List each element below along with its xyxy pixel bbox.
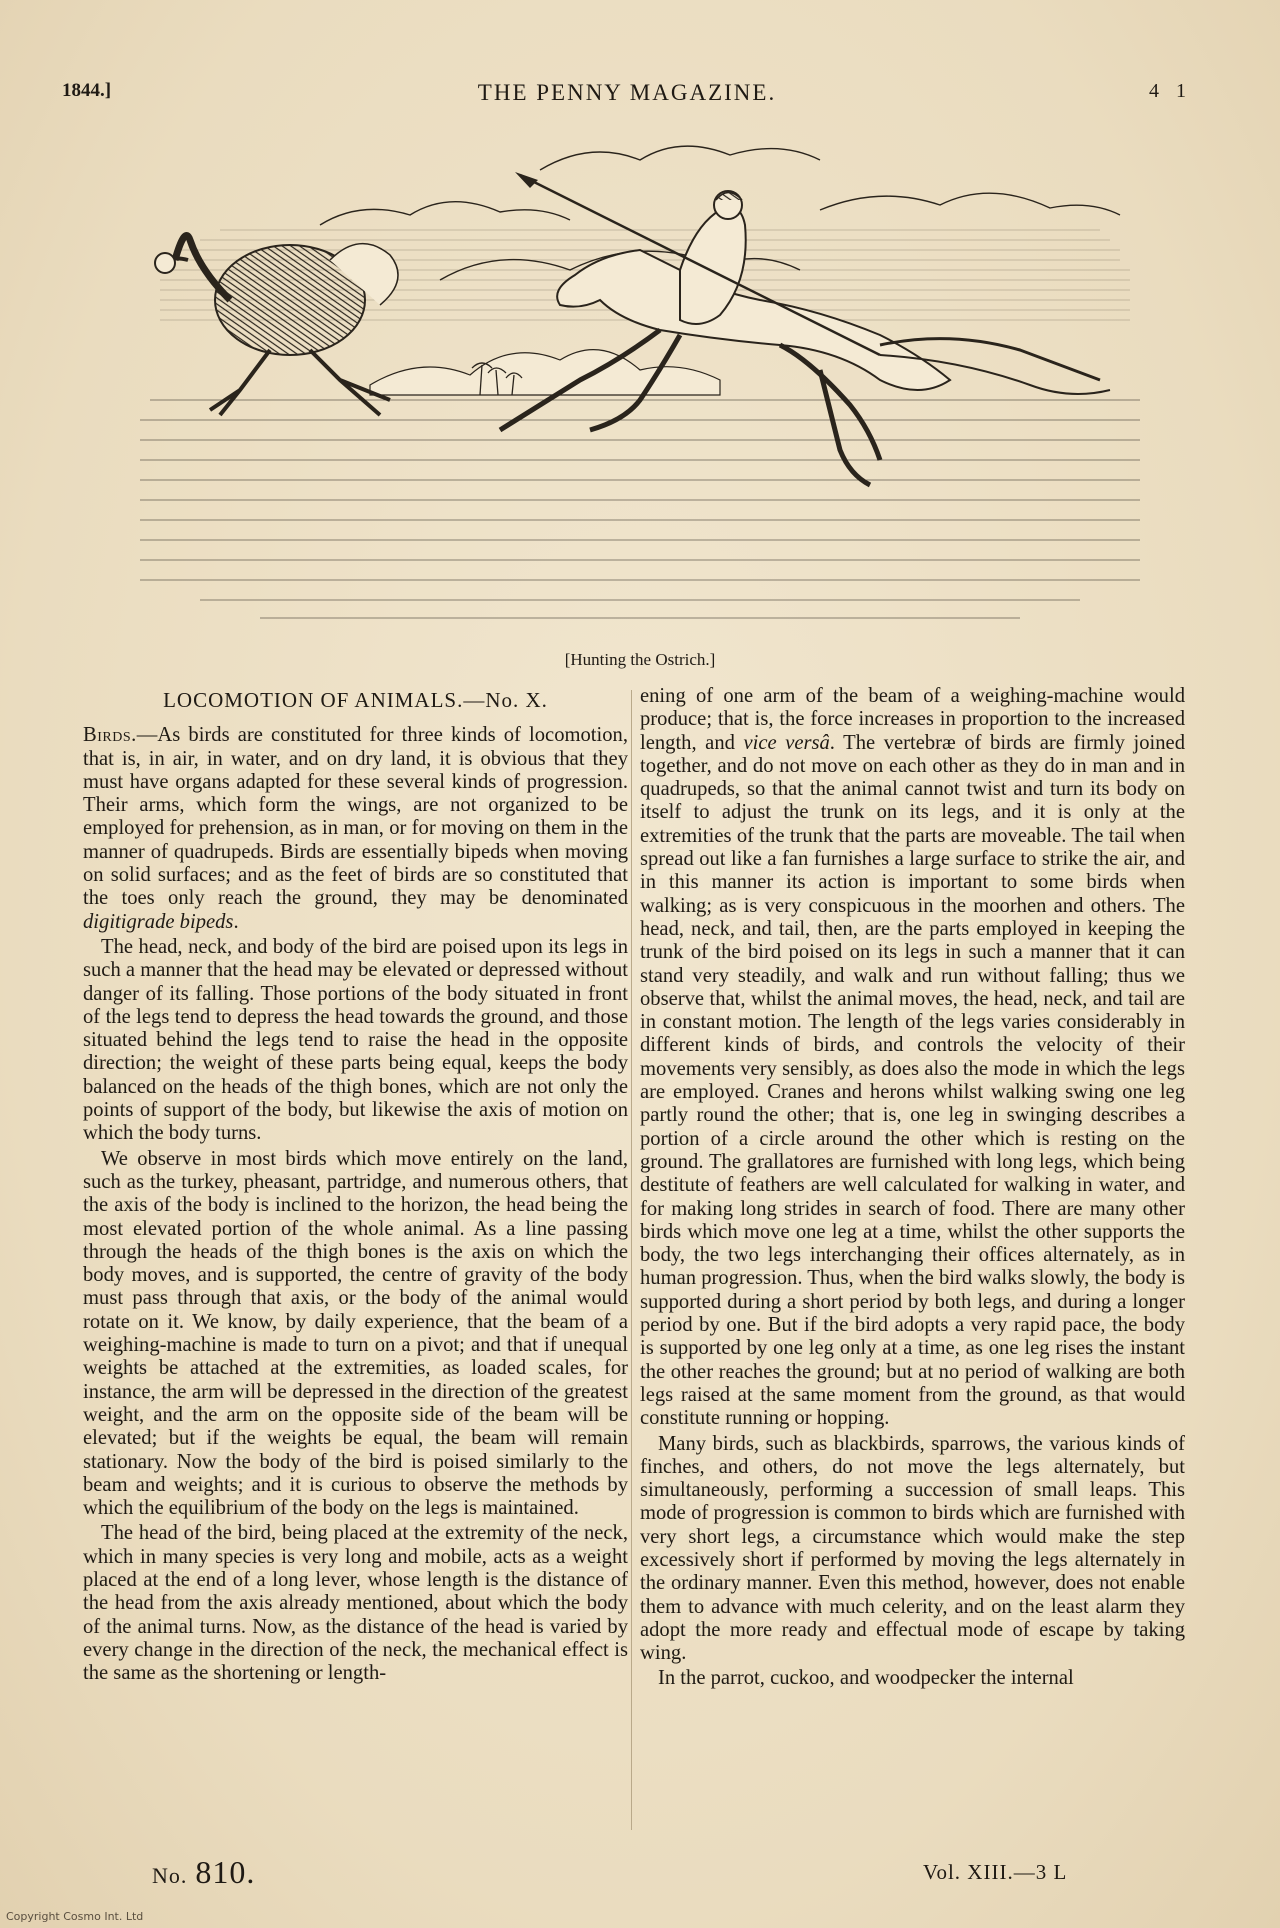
- illustration-caption: [Hunting the Ostrich.]: [564, 650, 716, 669]
- paragraph-head-neck-body: The head, neck, and body of the bird are poised upon its legs in such a manner that the head may be elevated or depressed without danger of its falling. Those portions of the body situated in front of the legs tend to depress the head towards the ground, and those situated behind the legs tend to raise the head in the opposite direction; the weight of these parts being equal, keeps the body balanced on the heads of the thigh bones, which are not only the points of support of the body, but likewise the axis of motion on which the body turns.: [83, 935, 628, 1145]
- issue-number: No. 810.: [152, 1854, 256, 1890]
- column-divider: [631, 690, 632, 1830]
- header-year: 1844.]: [62, 80, 112, 101]
- volume-signature: Vol. XIII.—3 L: [923, 1860, 1068, 1884]
- ground-hatching: [140, 400, 1140, 618]
- page-header: [62, 80, 1192, 110]
- paragraph-hopping-birds: Many birds, such as blackbirds, sparrows, the various kinds of finches, and others, do not move the legs alternately, but simultaneously, performing a succession of small leaps. This mode of progression is common to birds which are furnished with very short legs, a circumstance which would make the step excessively short if performed by moving the legs alternately in the ordinary manner. Even this method, however, does not enable them to advance with much celerity, and on the least alarm they adopt the more ready and effectual mode of escape by taking wing.: [640, 1432, 1185, 1665]
- ostrich-hunt-illustration: [120, 130, 1170, 640]
- horse-and-rider: [500, 172, 1110, 485]
- article-title: LOCOMOTION OF ANIMALS.—No. X.: [163, 688, 548, 712]
- copyright-watermark: Copyright Cosmo Int. Ltd: [6, 1910, 144, 1923]
- header-title: THE PENNY MAGAZINE.: [477, 80, 777, 105]
- paragraph-axis-of-body: We observe in most birds which move entirely on the land, such as the turkey, pheasant, partridge, and numerous others, that the axis of the body is inclined to the horizon, the head being the most elevated portion of the whole animal. As a line passing through the heads of the thigh bones is the axis on which the body moves, and is supported, the centre of gravity of the body must pass through that axis, or the body of the animal would rotate on it. We know, by daily experience, that the beam of a weighing-machine is made to turn on a pivot; and that if unequal weights be attached at the extremities, as loaded scales, for instance, the arm will be depressed in the direction of the greatest weight, and the arm on the opposite side of the beam will be elevated; but if the weights be equal, the beam will remain stationary. Now the body of the bird is poised similarly to the beam and weights; and it is curious to observe the methods by which the equilibrium of the body on the legs is maintained.: [83, 1147, 628, 1520]
- paragraph-head-lever: The head of the bird, being placed at the extremity of the neck, which in many species is very long and mobile, acts as a weight placed at the end of a long lever, whose length is the distance of the head from the axis already mentioned, about which the body of the animal turns. Now, as the distance of the head is varied by every change in the direction of the neck, the mechanical effect is the same as the shortening or length-: [83, 1522, 628, 1685]
- paragraph-parrot: In the parrot, cuckoo, and woodpecker the internal: [658, 1667, 1074, 1690]
- header-page-number: 4 1: [1149, 80, 1192, 102]
- paragraph-vertebrae: ening of one arm of the beam of a weighing-machine would produce; that is, the force increases in proportion to the increased length, and vice versâ. The vertebræ of birds are firmly joined together, and do not move on each other as they do in man and in quadrupeds, so that the animal cannot twist and turn its body on itself to adjust the trunk on its legs, and it is only at the extremities of the trunk that the parts are moveable. The tail when spread out like a fan furnishes a large surface to strike the air, and in this manner its action is important to some birds when walking; as is very conspicuous in the moorhen and others. The head, neck, and tail, then, are the parts employed in keeping the trunk of the bird poised on its legs in such a manner that it can stand very steadily, and walk and run without falling; thus we observe that, whilst the animal moves, the head, neck, and tail are in constant motion. The length of the legs varies considerably in different kinds of birds, and controls the velocity of their movements very sensibly, as does also the mode in which the legs are employed. Cranes and herons whilst walking swing one leg partly round the other; that is, one leg in swinging describes a portion of a circle around the other which is resting on the ground. The grallatores are furnished with long legs, which being destitute of feathers are well calculated for walking in water, and for making long strides in search of food. There are many other birds which move one leg at a time, whilst the other supports the body, the two legs interchanging their offices alternately, as in human progression. Thus, when the bird walks slowly, the body is supported during a short period by both legs, and during a longer period by one. But if the bird adopts a very rapid pace, the body is supported by one leg only at a time, as one leg rises the instant the other reaches the ground; but at no period of walking are both legs raised at the same moment from the ground, as that would constitute running or hopping.: [640, 685, 1185, 1430]
- ostrich-figure: [155, 236, 398, 416]
- paragraph-birds-intro: Birds.—As birds are constituted for three kinds of locomotion, that is, in air, in water, and on dry land, it is obvious that they must have organs adapted for these several kinds of progression. Their arms, which form the wings, are not organized to be employed for prehension, as in man, or for moving on them in the manner of quadrupeds. Birds are essentially bipeds when moving on solid surfaces; and as the feet of birds are so constituted that the toes only reach the ground, they may be denominated digitigrade bipeds.: [83, 724, 628, 933]
- birds-lead: Birds.: [83, 724, 137, 747]
- page-footer: [0, 1850, 1280, 1900]
- article-column-left: [83, 685, 628, 1687]
- article-column-right: [640, 685, 1185, 1693]
